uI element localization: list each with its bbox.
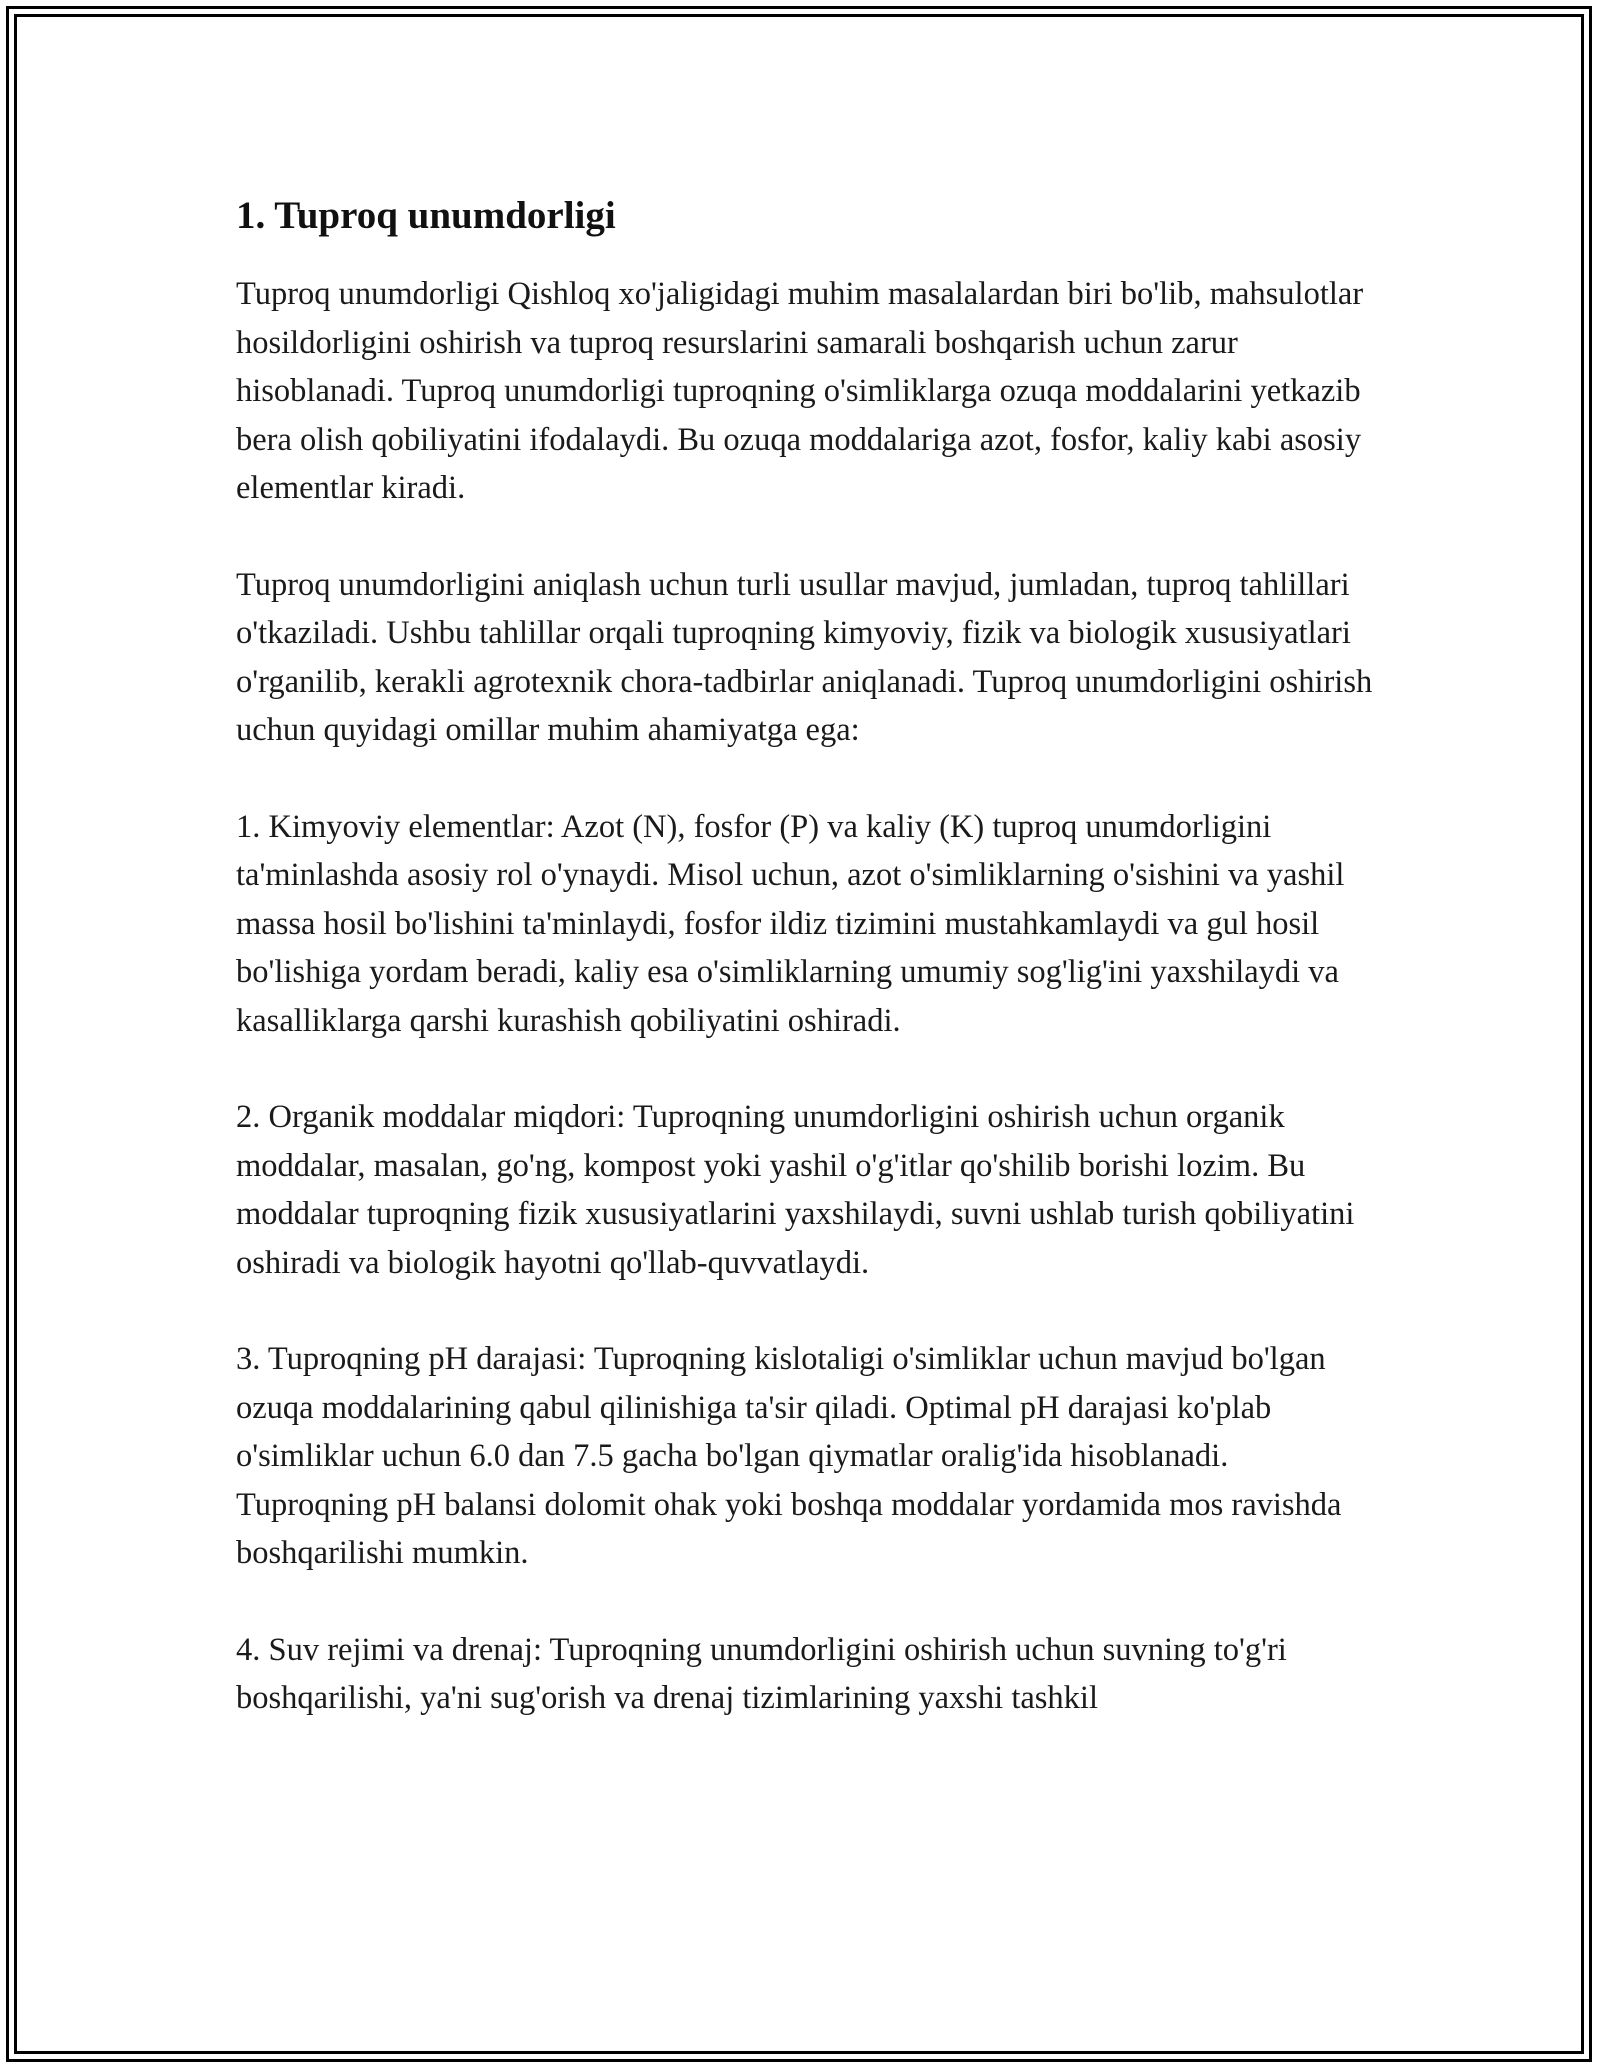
list-item-soil-ph: 3. Tuproqning pH darajasi: Tuproqning kislotaligi o'simliklar uchun mavjud bo'lgan ozuqa moddalarining qabul qilinishiga ta'sir qiladi. Optimal pH darajasi ko'plab o'simliklar uchun 6.0 dan 7.5 gacha bo'lgan qiymatlar oralig'ida hisoblanadi. Tuproqning pH balansi dolomit ohak yoki boshqa moddalar yordamida mos ravishda boshqarilishi mumkin. [236, 1341, 1342, 1571]
list-item-chemical-elements: 1. Kimyoviy elementlar: Azot (N), fosfor (P) va kaliy (K) tuproq unumdorligini ta'minlashda asosiy rol o'ynaydi. Misol uchun, azot o'simliklarning o'sishini va yashil massa hosil bo'lishini ta'minlaydi, fosfor ildiz tizimini mustahkamlaydi va gul hosil bo'lishiga yordam beradi, kaliy esa o'simliklarning umumiy sog'lig'ini yaxshilaydi va kasalliklarga qarshi kurashish qobiliyatini oshiradi. [236, 808, 1345, 1039]
section-heading: 1. Tuproq unumdorligi [236, 194, 616, 237]
paragraph-methods: Tuproq unumdorligini aniqlash uchun turli usullar mavjud, jumladan, tuproq tahlillari o'tkaziladi. Ushbu tahlillar orqali tuproqning kimyoviy, fizik va biologik xususiyatlari o'rganilib, kerakli agrotexnik chora-tadbirlar aniqlanadi. Tuproq unumdorligini oshirish uchun quyidagi omillar muhim ahamiyatga ega: [236, 566, 1373, 748]
list-item-water-drainage: 4. Suv rejimi va drenaj: Tuproqning unumdorligini oshirish uchun suvning to'g'ri boshqarilishi, ya'ni sug'orish va drenaj tizimlarining yaxshi tashkil [236, 1631, 1287, 1716]
document-body [236, 188, 1376, 1771]
paragraph-intro: Tuproq unumdorligi Qishloq xo'jaligidagi muhim masalalardan biri bo'lib, mahsulotlar hosildorligini oshirish va tuproq resurslarini samarali boshqarish uchun zarur hisoblanadi. Tuproq unumdorligi tuproqning o'simliklarga ozuqa moddalarini yetkazib bera olish qobiliyatini ifodalaydi. Bu ozuqa moddalariga azot, fosfor, kaliy kabi asosiy elementlar kiradi. [236, 276, 1364, 506]
list-item-organic-matter: 2. Organik moddalar miqdori: Tuproqning unumdorligini oshirish uchun organik moddalar, masalan, go'ng, kompost yoki yashil o'g'itlar qo'shilib borishi lozim. Bu moddalar tuproqning fizik xususiyatlarini yaxshilaydi, suvni ushlab turish qobiliyatini oshiradi va biologik hayotni qo'llab-quvvatlaydi. [236, 1099, 1355, 1281]
